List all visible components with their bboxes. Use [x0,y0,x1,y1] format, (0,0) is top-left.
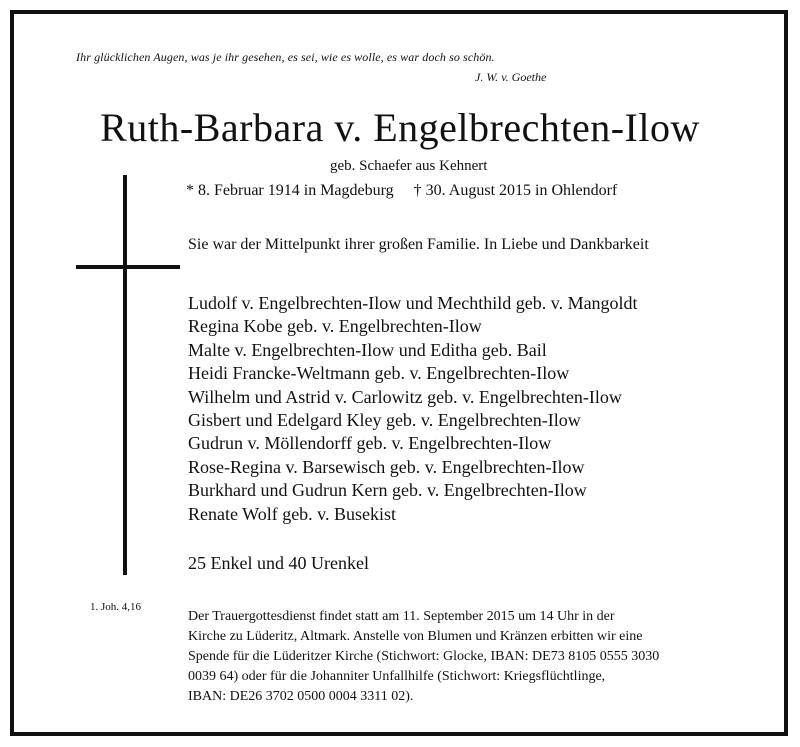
service-line: 0039 64) oder für die Johanniter Unfallhilfe (Stichwort: Kriegsflüchtlinge, [188,669,606,684]
maiden-name: geb. Schaefer aus Kehnert [330,158,488,174]
family-member: Malte v. Engelbrechten-Ilow und Editha geb. Bail [188,339,547,360]
service-line: IBAN: DE26 3702 0500 0004 3311 02). [188,689,414,704]
service-line: Der Trauergottesdienst findet statt am 11. September 2015 um 14 Uhr in der [188,609,615,624]
birth-date: * 8. Februar 1914 in Magdeburg [186,182,394,199]
life-dates [186,182,617,200]
bible-verse: 1. Joh. 4,16 [90,601,142,613]
family-member: Rose-Regina v. Barsewisch geb. v. Engelbrechten-Ilow [188,456,585,477]
family-list [188,292,638,526]
family-member: Wilhelm und Astrid v. Carlowitz geb. v. Engelbrechten-Ilow [188,386,622,407]
family-member: Heidi Francke-Weltmann geb. v. Engelbrechten-Ilow [188,363,570,384]
death-date: † 30. August 2015 in Ohlendorf [413,182,618,199]
intro-text: Sie war der Mittelpunkt ihrer großen Familie. In Liebe und Dankbarkeit [188,236,649,253]
grandchildren-line: 25 Enkel und 40 Urenkel [188,553,369,573]
cross-icon-horizontal [76,265,180,269]
family-member: Burkhard und Gudrun Kern geb. v. Engelbrechten-Ilow [188,480,587,501]
family-member: Regina Kobe geb. v. Engelbrechten-Ilow [188,316,482,337]
deceased-name: Ruth-Barbara v. Engelbrechten-Ilow [100,105,700,150]
family-member: Gudrun v. Möllendorff geb. v. Engelbrechten-Ilow [188,433,552,454]
service-line: Spende für die Lüderitzer Kirche (Stichwort: Glocke, IBAN: DE73 8105 0555 3030 [188,649,660,664]
family-member: Ludolf v. Engelbrechten-Ilow und Mechthild geb. v. Mangoldt [188,293,638,313]
goethe-quote: Ihr glücklichen Augen, was je ihr gesehen, es sei, wie es wolle, es war doch so schön. [76,50,495,64]
family-member: Gisbert und Edelgard Kley geb. v. Engelbrechten-Ilow [188,410,581,431]
quote-author: J. W. v. Goethe [475,70,547,84]
family-member: Renate Wolf geb. v. Busekist [188,503,397,524]
cross-icon-vertical [123,175,127,575]
service-info [188,607,748,707]
service-line: Kirche zu Lüderitz, Altmark. Anstelle von Blumen und Kränzen erbitten wir eine [188,629,643,644]
